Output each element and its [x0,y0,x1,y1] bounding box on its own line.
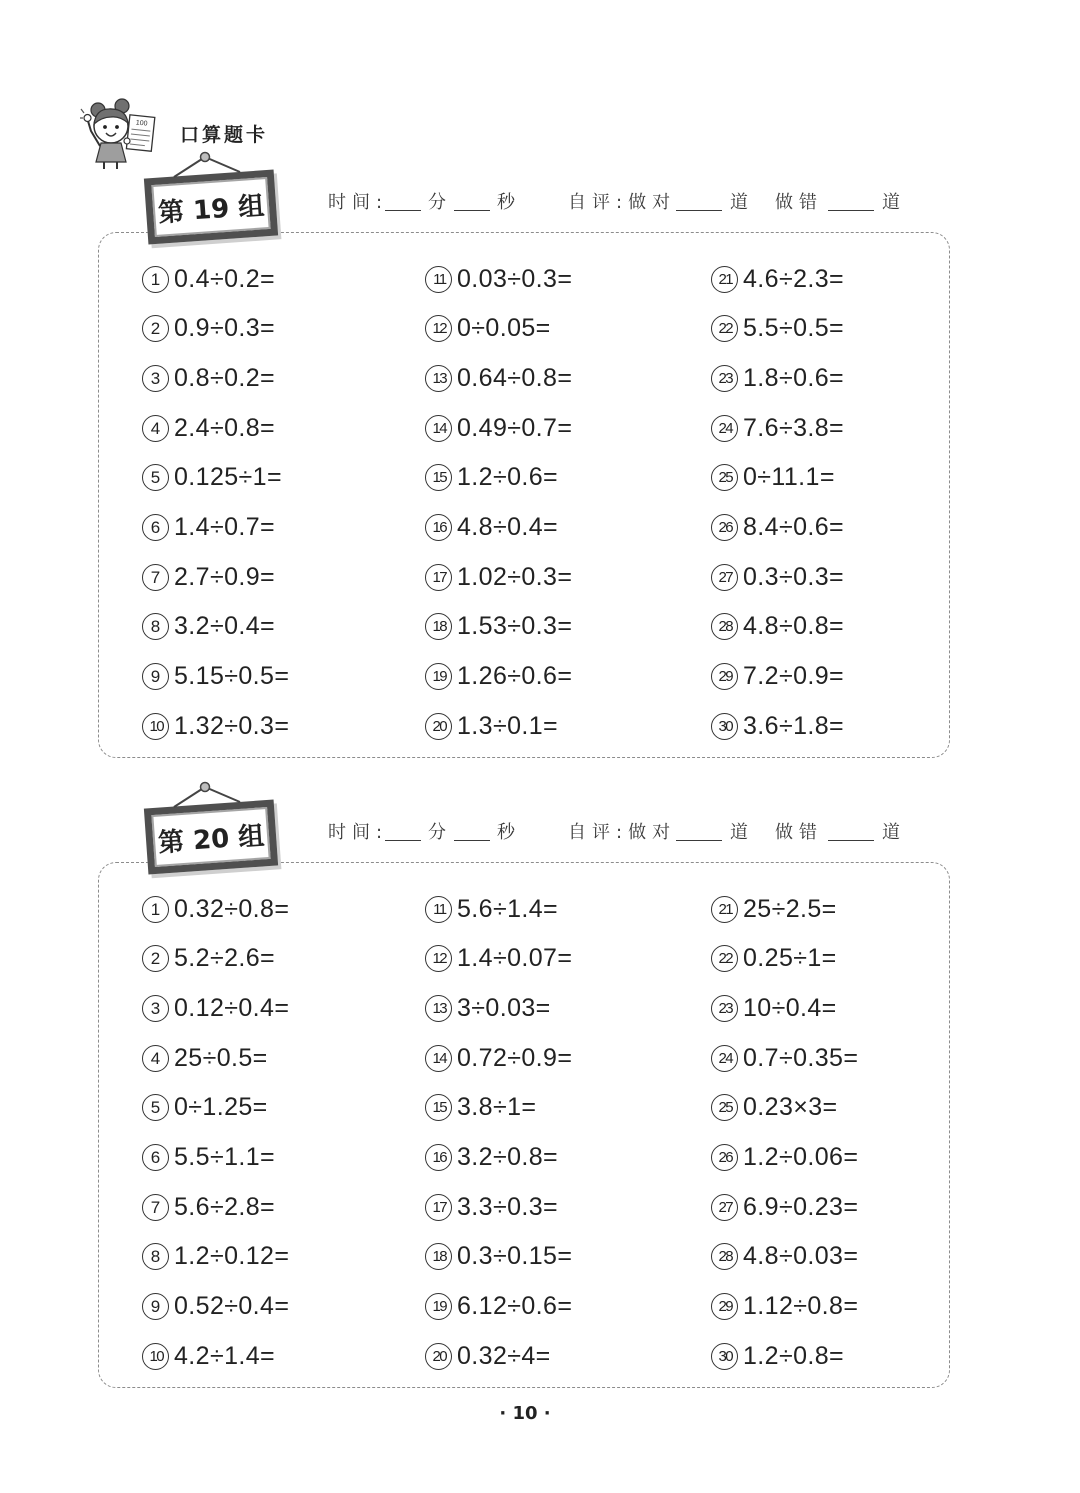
correct-unit-label: 道 [730,822,754,843]
problem-number: 8 [142,1243,169,1270]
problem-number: 5 [142,1094,169,1121]
problem-expression: 2.4÷0.8= [174,413,276,442]
problem-number: 2 [142,315,169,342]
problem-number: 13 [425,995,452,1022]
problem-item [142,264,275,294]
problem-expression: 5.6÷2.8= [174,1192,276,1221]
problem-expression: 0.3÷0.3= [743,562,845,591]
problem-number: 18 [425,1243,452,1270]
correct-count-blank [676,210,722,211]
problem-item [142,711,289,741]
problem-item [425,264,572,294]
problem-item [425,612,572,642]
wrong-count-blank [828,210,874,211]
problem-expression: 4.2÷1.4= [174,1341,276,1370]
problem-expression: 3.3÷0.3= [457,1192,559,1221]
problem-expression: 3.6÷1.8= [743,711,845,740]
problem-item [711,314,844,344]
problem-item [425,1242,572,1272]
problem-number: 7 [142,564,169,591]
problem-expression: 1.12÷0.8= [743,1292,859,1321]
wrong-unit-label: 道 [882,192,906,213]
problem-number: 28 [711,1243,738,1270]
problem-item [711,562,844,592]
problem-item [425,1143,558,1173]
problem-expression: 3.2÷0.4= [174,612,276,641]
problem-number: 28 [711,613,738,640]
wrong-label: 做错 [775,822,823,843]
hanging-nail-icon [140,150,290,190]
problem-number: 12 [425,945,452,972]
problem-expression: 0.03÷0.3= [457,264,573,293]
wrong-label: 做错 [775,192,823,213]
problem-item [142,612,275,642]
problem-number: 9 [142,1293,169,1320]
problem-expression: 1.2÷0.6= [457,463,559,492]
page-number: · 10 · [499,1403,551,1424]
problem-number: 4 [142,415,169,442]
problem-box [98,862,950,1388]
problem-number: 3 [142,995,169,1022]
problem-number: 17 [425,1194,452,1221]
problem-item [711,1292,858,1322]
problem-number: 14 [425,1045,452,1072]
problem-item [142,1093,268,1123]
problem-number: 14 [425,415,452,442]
problem-item [142,513,275,543]
correct-count-blank [676,840,722,841]
problem-item [711,944,837,974]
problem-expression: 4.6÷2.3= [743,264,845,293]
problem-expression: 1.53÷0.3= [457,612,573,641]
problem-number: 27 [711,1194,738,1221]
problem-grid [99,233,949,757]
problem-item [142,363,275,393]
problem-item [142,463,282,493]
problem-box [98,232,950,758]
problem-number: 3 [142,365,169,392]
problem-expression: 0÷11.1= [743,463,835,492]
problem-number: 30 [711,1343,738,1370]
problem-item [425,944,572,974]
minutes-blank [385,840,421,841]
problem-number: 27 [711,564,738,591]
problem-expression: 1.8÷0.6= [743,363,845,392]
problem-expression: 0.52÷0.4= [174,1292,290,1321]
problem-number: 19 [425,663,452,690]
problem-number: 21 [711,266,738,293]
problem-number: 19 [425,1293,452,1320]
exercise-group-20 [0,780,1080,1390]
problem-item [142,1192,275,1222]
problem-expression: 10÷0.4= [743,993,837,1022]
problem-expression: 0.12÷0.4= [174,993,290,1022]
problem-number: 29 [711,663,738,690]
problem-number: 25 [711,464,738,491]
problem-expression: 1.2÷0.8= [743,1341,845,1370]
problem-number: 26 [711,514,738,541]
problem-number: 9 [142,663,169,690]
problem-expression: 0.25÷1= [743,944,837,973]
problem-item [142,1341,275,1371]
problem-number: 5 [142,464,169,491]
problem-expression: 0.64÷0.8= [457,363,573,392]
problem-item [425,993,551,1023]
problem-number: 23 [711,365,738,392]
problem-expression: 1.32÷0.3= [174,711,290,740]
seconds-blank [454,210,490,211]
problem-number: 10 [142,713,169,740]
second-label: 秒 [497,822,521,843]
problem-expression: 25÷2.5= [743,894,837,923]
page-title: 口算题卡 [180,124,269,146]
problem-item [425,1341,551,1371]
problem-number: 22 [711,315,738,342]
problem-expression: 6.12÷0.6= [457,1292,573,1321]
problem-number: 17 [425,564,452,591]
problem-number: 29 [711,1293,738,1320]
hanging-nail-icon [140,780,290,820]
problem-expression: 1.2÷0.12= [174,1242,290,1271]
problem-item [425,662,572,692]
self-eval-correct-label: 自评:做对 [568,822,677,843]
problem-number: 6 [142,514,169,541]
problem-item [142,413,275,443]
problem-number: 10 [142,1343,169,1370]
problem-expression: 0÷0.05= [457,314,551,343]
group-title: 第 19 组 [157,190,266,229]
problem-expression: 0.32÷4= [457,1341,551,1370]
problem-number: 16 [425,514,452,541]
problem-item [711,662,844,692]
problem-expression: 1.4÷0.7= [174,513,276,541]
second-label: 秒 [497,192,521,213]
paper-score-text: 100 [135,119,148,128]
problem-expression: 5.5÷0.5= [743,314,845,343]
problem-item [711,513,844,543]
problem-number: 24 [711,415,738,442]
problem-number: 22 [711,945,738,972]
problem-item [425,363,572,393]
problem-expression: 0.7÷0.35= [743,1043,859,1072]
problem-number: 8 [142,613,169,640]
problem-expression: 1.02÷0.3= [457,562,573,591]
problem-item [142,662,289,692]
problem-expression: 7.2÷0.9= [743,662,845,691]
problem-item [425,1043,572,1073]
problem-item [425,1093,536,1123]
exercise-group-19 [0,150,1080,760]
problem-expression: 4.8÷0.8= [743,612,845,641]
problem-number: 16 [425,1144,452,1171]
problem-item [711,1242,858,1272]
problem-item [711,1143,858,1173]
problem-number: 2 [142,945,169,972]
problem-number: 23 [711,995,738,1022]
problem-item [711,463,835,493]
problem-number: 21 [711,896,738,923]
problem-number: 11 [425,896,452,923]
problem-item [711,1043,858,1073]
problem-item [425,463,558,493]
problem-number: 26 [711,1144,738,1171]
problem-item [711,264,844,294]
problem-number: 1 [142,896,169,923]
problem-item [711,894,837,924]
seconds-blank [454,840,490,841]
problem-number: 25 [711,1094,738,1121]
problem-expression: 0÷1.25= [174,1093,268,1122]
problem-expression: 3.8÷1= [457,1093,537,1122]
problem-expression: 5.5÷1.1= [174,1143,276,1171]
problem-item [711,1093,838,1123]
problem-number: 12 [425,315,452,342]
problem-expression: 3÷0.03= [457,993,551,1022]
problem-item [711,1192,858,1222]
problem-expression: 1.4÷0.07= [457,944,573,973]
problem-item [142,1043,268,1073]
correct-unit-label: 道 [730,192,754,213]
problem-expression: 7.6÷3.8= [743,413,845,442]
time-label: 时间: [328,192,389,213]
problem-number: 15 [425,464,452,491]
problem-number: 20 [425,1343,452,1370]
problem-item [425,894,558,924]
problem-item [142,314,275,344]
problem-expression: 0.32÷0.8= [174,894,290,923]
problem-number: 20 [425,713,452,740]
problem-expression: 5.15÷0.5= [174,662,290,691]
problem-expression: 0.3÷0.15= [457,1242,573,1271]
problem-item [142,1143,275,1173]
problem-item [425,413,572,443]
problem-expression: 0.8÷0.2= [174,363,276,392]
problem-item [711,612,844,642]
problem-expression: 5.6÷1.4= [457,894,559,923]
problem-expression: 1.2÷0.06= [743,1143,859,1171]
minutes-blank [385,210,421,211]
problem-item [142,993,289,1023]
problem-expression: 0.9÷0.3= [174,314,276,343]
problem-item [425,513,558,543]
problem-item [711,363,844,393]
problem-item [711,993,837,1023]
group-title: 第 20 组 [157,820,266,859]
problem-number: 7 [142,1194,169,1221]
problem-number: 18 [425,613,452,640]
self-eval-correct-label: 自评:做对 [568,192,677,213]
problem-number: 6 [142,1144,169,1171]
problem-item [425,1292,572,1322]
problem-number: 1 [142,266,169,293]
problem-expression: 0.49÷0.7= [457,413,573,442]
problem-expression: 2.7÷0.9= [174,562,276,591]
problem-expression: 0.72÷0.9= [457,1043,573,1072]
minute-label: 分 [428,822,452,843]
problem-number: 30 [711,713,738,740]
problem-item [142,894,289,924]
problem-number: 4 [142,1045,169,1072]
problem-item [711,711,844,741]
problem-item [711,1341,844,1371]
problem-expression: 0.23×3= [743,1093,838,1122]
problem-expression: 5.2÷2.6= [174,944,276,973]
problem-item [425,562,572,592]
problem-expression: 8.4÷0.6= [743,513,845,541]
problem-expression: 0.125÷1= [174,463,282,492]
problem-expression: 3.2÷0.8= [457,1143,559,1171]
problem-item [425,314,551,344]
problem-expression: 1.26÷0.6= [457,662,573,691]
problem-item [142,944,275,974]
problem-number: 11 [425,266,452,293]
problem-expression: 1.3÷0.1= [457,711,559,740]
problem-number: 24 [711,1045,738,1072]
wrong-unit-label: 道 [882,822,906,843]
wrong-count-blank [828,840,874,841]
problem-number: 13 [425,365,452,392]
problem-item [142,1292,289,1322]
problem-item [142,562,275,592]
problem-expression: 4.8÷0.4= [457,513,559,541]
time-label: 时间: [328,822,389,843]
problem-item [711,413,844,443]
minute-label: 分 [428,192,452,213]
problem-expression: 4.8÷0.03= [743,1242,859,1271]
problem-item [142,1242,289,1272]
problem-expression: 0.4÷0.2= [174,264,276,293]
problem-expression: 6.9÷0.23= [743,1192,859,1221]
problem-grid [99,863,949,1387]
problem-item [425,1192,558,1222]
problem-item [425,711,558,741]
problem-expression: 25÷0.5= [174,1043,268,1072]
problem-number: 15 [425,1094,452,1121]
